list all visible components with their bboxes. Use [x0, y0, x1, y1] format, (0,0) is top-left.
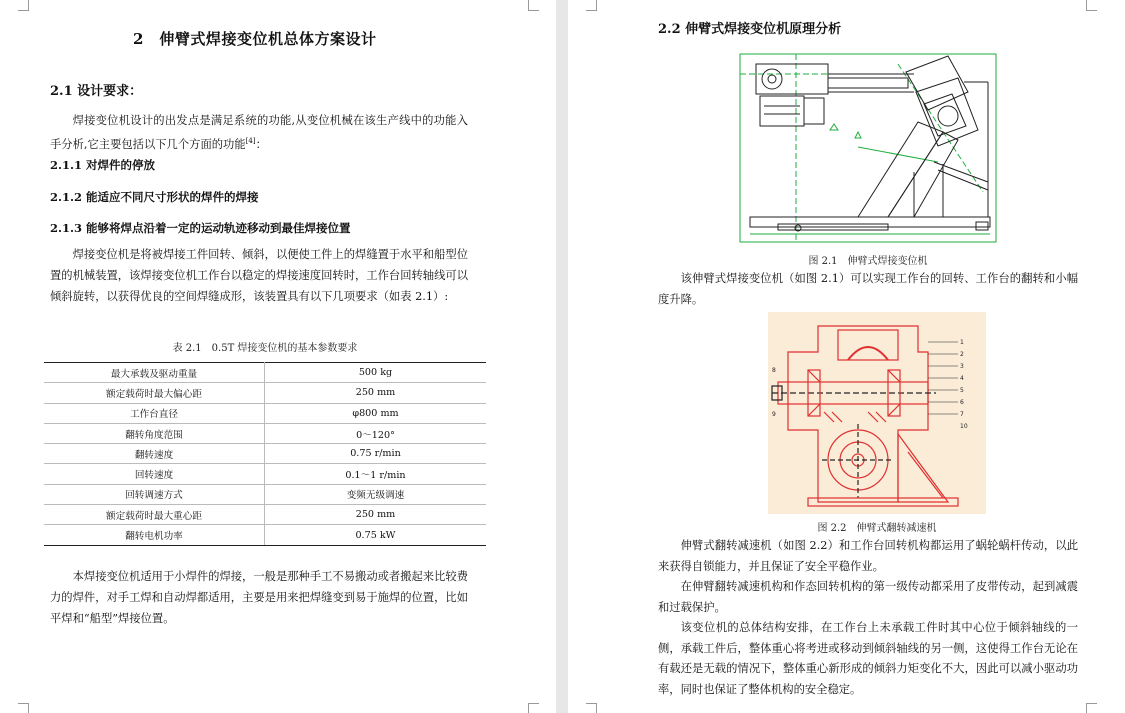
part-label: 9 [772, 411, 776, 418]
part-label: 3 [960, 363, 964, 370]
table-cell-name: 额定载荷时最大偏心距 [44, 383, 265, 403]
table-row [44, 423, 486, 443]
paragraph-figure-1 [658, 268, 1078, 310]
document-page-left [0, 0, 556, 713]
table-cell-name: 回转速度 [44, 464, 265, 484]
table-cell-value: 250 mm [265, 505, 487, 525]
table-row [44, 403, 486, 423]
paragraph-figure-1-text: 该伸臂式焊接变位机（如图 2.1）可以实现工作台的回转、工作台的翻转和小幅度升降。 [658, 272, 1078, 306]
table-row [44, 444, 486, 464]
part-label: 10 [960, 423, 968, 430]
part-label: 2 [960, 351, 964, 358]
part-label: 1 [960, 339, 964, 346]
paragraph-description [50, 244, 468, 307]
positioner-drawing-svg [738, 52, 998, 244]
paragraph-intro [50, 110, 468, 155]
cad-frame [740, 54, 996, 242]
document-page-right [568, 0, 1125, 713]
crop-mark [586, 703, 597, 713]
table-cell-name: 回转调速方式 [44, 484, 265, 504]
cad-base [750, 217, 990, 227]
paragraph-intro-end: ： [255, 137, 267, 151]
table-cell-value: φ800 mm [265, 403, 487, 423]
table-row [44, 464, 486, 484]
crop-mark [528, 0, 539, 11]
table-cell-name: 额定载荷时最大重心距 [44, 505, 265, 525]
cad-inclined-arm [858, 122, 943, 217]
part-label: 4 [960, 375, 964, 382]
crop-mark [586, 0, 597, 11]
table-cell-value: 500 kg [265, 363, 487, 383]
paragraph-description-text: 焊接变位机是将被焊接工件回转、倾斜，以便使工件上的焊缝置于水平和船型位置的机械装置，该焊接变位机工作台以稳定的焊接速度回转时，工作台回转轴线可以倾斜旋转，以获得优良的空间焊缝成形，该装置具有以下几项要求（如表 2.1）: [50, 248, 468, 303]
table-cell-value: 变频无级调速 [265, 484, 487, 504]
paragraph-intro-text: 焊接变位机设计的出发点是满足系统的功能,从变位机械在该生产线中的功能入手分析,它主要包括以下几个方面的功能 [50, 114, 468, 151]
paragraph-usage-text: 本焊接变位机适用于小焊件的焊接，一般是那种手工不易搬动或者搬起来比较费力的焊件，对手工焊和自动焊都适用，主要是用来把焊缝变到易于施焊的位置，比如平焊和“船型”焊接位置。 [50, 570, 468, 625]
crop-mark [18, 703, 29, 713]
table-row [44, 484, 486, 504]
crop-mark [1086, 703, 1097, 713]
table-cell-value: 0.75 kW [265, 525, 487, 545]
subsection-2-1-2: 2.1.2 能适应不同尺寸形状的焊件的焊接 [50, 190, 259, 204]
paragraph-worm: 伸臂式翻转减速机（如图 2.2）和工作台回转机构都运用了蜗轮蜗杆传动，以此来获得自锁能力，并且保证了安全平稳作业。 [658, 539, 1078, 573]
citation-ref: [4] [245, 137, 256, 145]
paragraph-structure: 该变位机的总体结构安排，在工作台上未承载工件时其中心位于倾斜轴线的一侧，承载工件后，整体重心将考进或移动到倾斜轴线的另一侧，这使得工作台无论在有载还是无载的情况下，整体重心新形成的倾斜力矩变化不大，因此可以减小驱动功率，同时也保证了整体机构的安全稳定。 [658, 621, 1078, 696]
part-label: 8 [772, 367, 776, 374]
cad-rotary-head [906, 56, 968, 110]
crop-mark [18, 0, 29, 11]
part-label: 6 [960, 399, 964, 406]
table-cell-name: 翻转电机功率 [44, 525, 265, 545]
reducer-drawing-svg [768, 312, 986, 514]
table-cell-value: 0.1～1 r/min [265, 464, 487, 484]
paragraph-group-analysis [658, 536, 1078, 700]
crop-mark [1086, 0, 1097, 11]
table-row [44, 525, 486, 545]
crop-mark [528, 703, 539, 713]
paragraph-belt: 在伸臂翻转减速机构和作态回转机构的第一级传动都采用了皮带传动，起到减震和过载保护。 [658, 580, 1078, 614]
figure-positioner-drawing [738, 52, 998, 244]
subsection-2-1-1: 2.1.1 对焊件的停放 [50, 158, 156, 172]
table-row [44, 363, 486, 383]
table-cell-value: 250 mm [265, 383, 487, 403]
table-row [44, 383, 486, 403]
chapter-title: 2 伸臂式焊接变位机总体方案设计 [133, 30, 377, 48]
paragraph-usage [50, 566, 468, 629]
table-cell-name: 工作台直径 [44, 403, 265, 423]
section-heading-2-1: 2.1 设计要求： [50, 84, 143, 99]
table-caption: 表 2.1 0.5T 焊接变位机的基本参数要求 [172, 343, 358, 354]
part-label: 7 [960, 411, 964, 418]
figure-2-2-caption: 图 2.2 伸臂式翻转减速机 [817, 523, 937, 534]
table-cell-name: 最大承载及驱动重量 [44, 363, 265, 383]
figure-reducer-drawing [768, 312, 986, 514]
table-cell-value: 0.75 r/min [265, 444, 487, 464]
table-cell-name: 翻转速度 [44, 444, 265, 464]
table-row [44, 505, 486, 525]
section-heading-2-2: 2.2 伸臂式焊接变位机原理分析 [658, 22, 842, 37]
parameter-table [44, 362, 486, 546]
subsection-2-1-3: 2.1.3 能够将焊点沿着一定的运动轨迹移动到最佳焊接位置 [50, 221, 351, 235]
table-cell-value: 0～120° [265, 423, 487, 443]
table-cell-name: 翻转角度范围 [44, 423, 265, 443]
part-label: 5 [960, 387, 964, 394]
figure-2-1-caption: 图 2.1 伸臂式焊接变位机 [808, 256, 928, 267]
cad-motor [756, 64, 828, 94]
